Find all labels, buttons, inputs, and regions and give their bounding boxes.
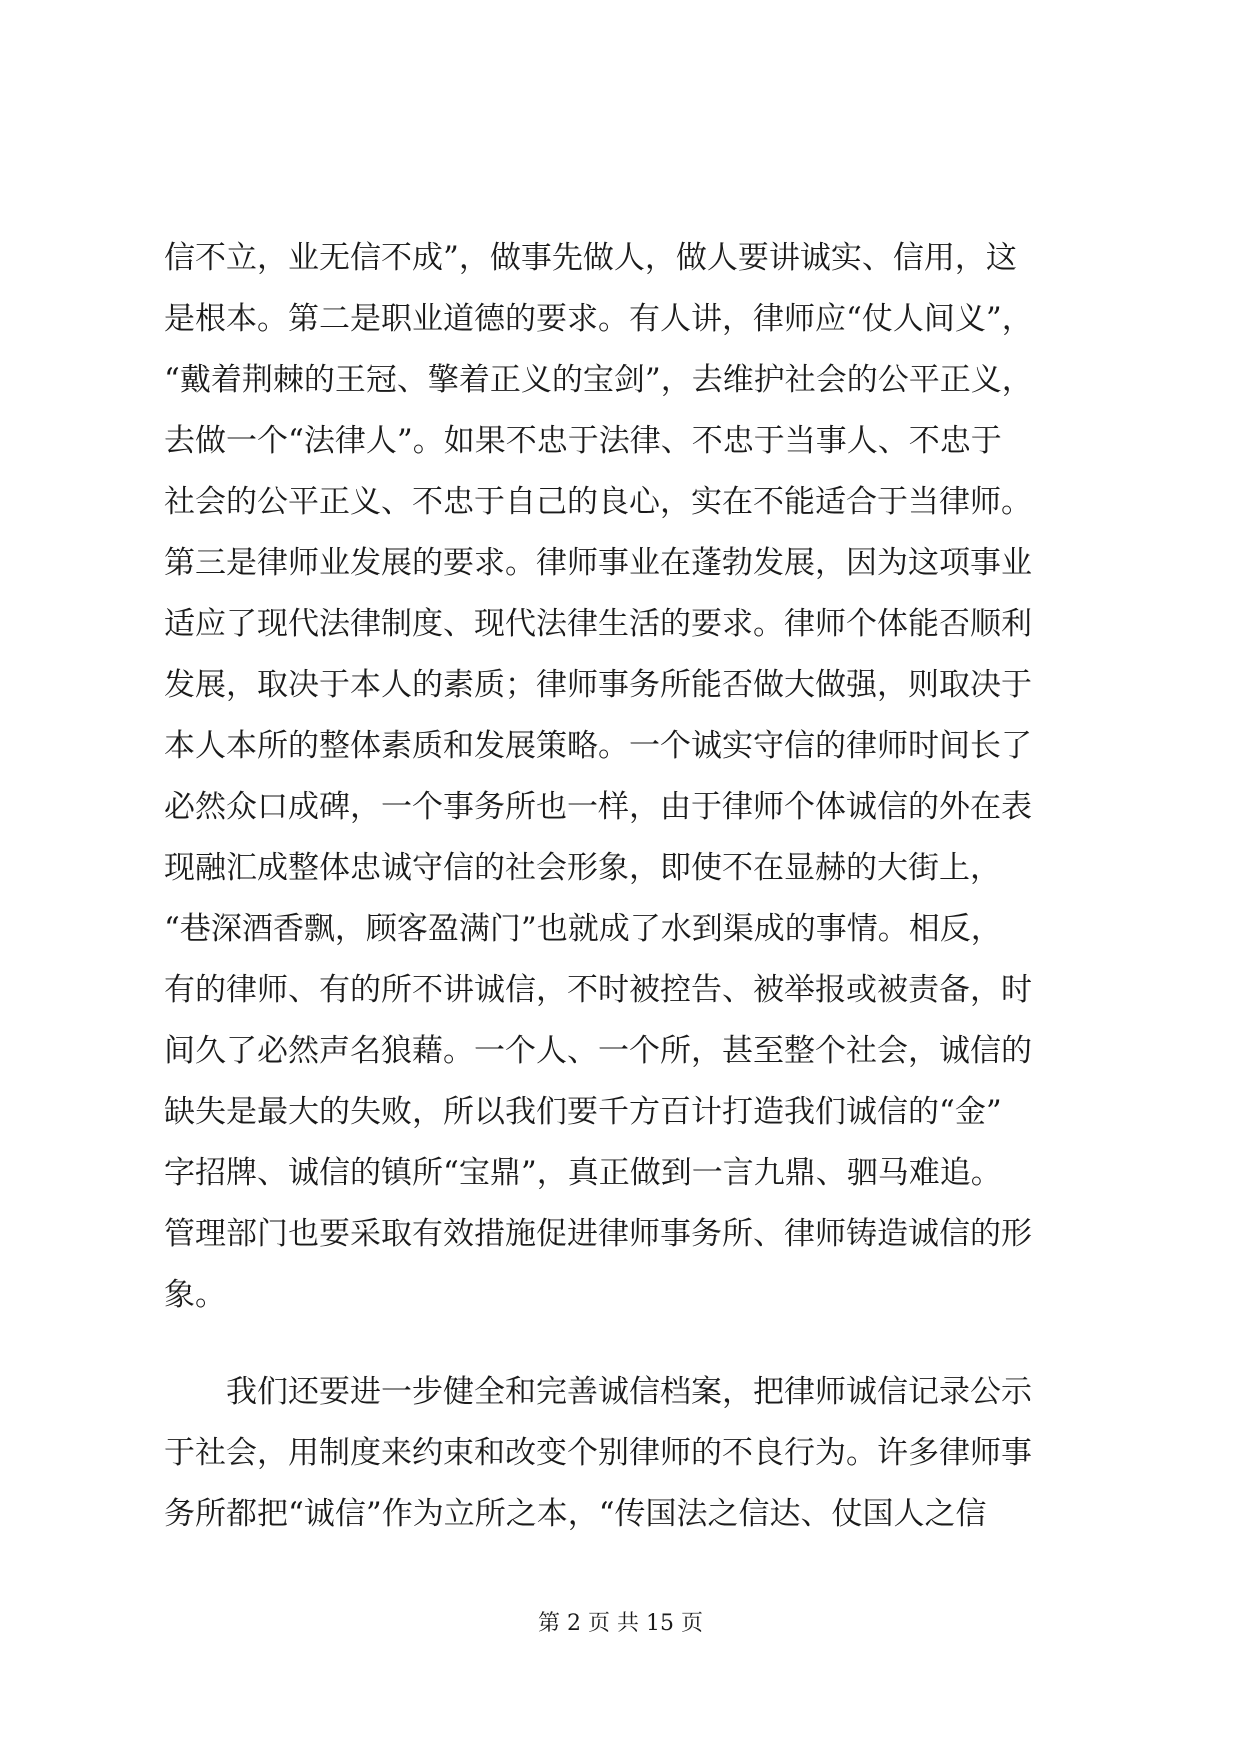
text-line: “巷深酒香飘，顾客盈满门”也就成了水到渠成的事情。相反， [164,911,1002,947]
body-paragraph-2 [164,1362,1084,1545]
text-line: 间久了必然声名狼藉。一个人、一个所，甚至整个社会，诚信的 [164,1033,1032,1069]
text-line: 务所都把“诚信”作为立所之本，“传国法之信达、仗国人之信 [164,1496,987,1532]
text-line-indented: 我们还要进一步健全和完善诚信档案，把律师诚信记录公示 [226,1374,1032,1410]
text-line: 本人本所的整体素质和发展策略。一个诚实守信的律师时间长了 [164,728,1032,764]
body-paragraph-1 [164,228,1084,1326]
text-line: 必然众口成碑，一个事务所也一样，由于律师个体诚信的外在表 [164,789,1032,825]
text-line: 象。 [164,1277,226,1313]
page-number-label: 第 2 页 共 15 页 [538,1611,703,1636]
text-line: 社会的公平正义、不忠于自己的良心，实在不能适合于当律师。 [164,484,1032,520]
text-line: 有的律师、有的所不讲诚信，不时被控告、被举报或被责备，时 [164,972,1032,1008]
text-line: 于社会，用制度来约束和改变个别律师的不良行为。许多律师事 [164,1435,1032,1471]
text-line: “戴着荆棘的王冠、擎着正义的宝剑”，去维护社会的公平正义， [164,362,1033,398]
text-line: 管理部门也要采取有效措施促进律师事务所、律师铸造诚信的形 [164,1216,1032,1252]
text-line: 现融汇成整体忠诚守信的社会形象，即使不在显赫的大街上， [164,850,1001,886]
text-line: 信不立，业无信不成”，做事先做人，做人要讲诚实、信用，这 [164,240,1017,276]
text-line: 缺失是最大的失败，所以我们要千方百计打造我们诚信的“金” [164,1094,1002,1130]
text-line: 适应了现代法律制度、现代法律生活的要求。律师个体能否顺利 [164,606,1032,642]
text-line: 字招牌、诚信的镇所“宝鼎”，真正做到一言九鼎、驷马难追。 [164,1155,1002,1191]
text-line: 第三是律师业发展的要求。律师事业在蓬勃发展，因为这项事业 [164,545,1032,581]
text-line: 是根本。第二是职业道德的要求。有人讲，律师应“仗人间义”， [164,301,1033,337]
text-line: 发展，取决于本人的素质；律师事务所能否做大做强，则取决于 [164,667,1032,703]
page-footer [0,1606,1241,1637]
text-line: 去做一个“法律人”。如果不忠于法律、不忠于当事人、不忠于 [164,423,1002,459]
